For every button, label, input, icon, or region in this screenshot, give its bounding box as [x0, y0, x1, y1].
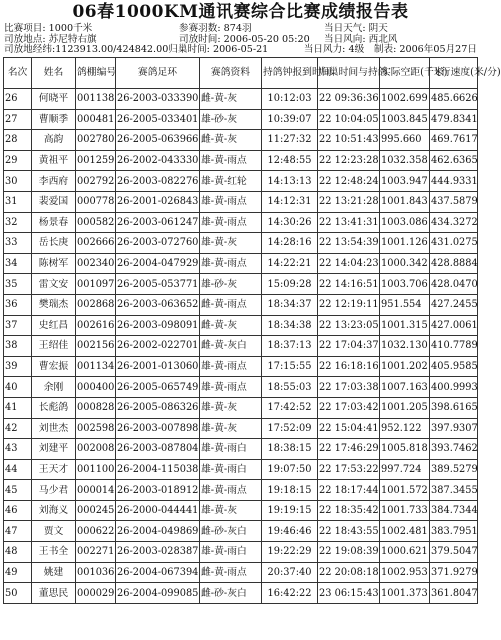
cell-return-time: 22 12:19:11 — [318, 294, 380, 315]
cell-pigeon-info: 雄-砂-灰 — [200, 109, 262, 130]
cell-distance: 1003.086 — [380, 212, 430, 233]
cell-pigeon-info: 雌-黄-灰 — [200, 89, 262, 110]
cell-pigeon-info: 雄-黄-雨点 — [200, 150, 262, 171]
cell-distance: 1001.202 — [380, 356, 430, 377]
cell-speed: 379.5047 — [430, 542, 478, 563]
cell-name: 樊瑞杰 — [32, 294, 76, 315]
cell-pigeon-info: 雄-黄-雨白 — [200, 542, 262, 563]
table-row — [4, 191, 478, 212]
cell-distance: 1000.621 — [380, 542, 430, 563]
cell-return-time: 22 13:41:31 — [318, 212, 380, 233]
cell-rank: 38 — [4, 336, 32, 357]
cell-distance: 1001.315 — [380, 315, 430, 336]
cell-loft-number: 000400 — [76, 377, 116, 398]
cell-clock-time: 17:52:09 — [262, 418, 318, 439]
cell-name: 裴爱国 — [32, 191, 76, 212]
cell-loft-number: 001097 — [76, 274, 116, 295]
cell-rank: 27 — [4, 109, 32, 130]
cell-distance: 1032.358 — [380, 150, 430, 171]
table-row — [4, 562, 478, 583]
cell-name: 刘海义 — [32, 500, 76, 521]
cell-loft-number: 000778 — [76, 191, 116, 212]
cell-clock-time: 14:12:31 — [262, 191, 318, 212]
cell-rank: 33 — [4, 233, 32, 254]
cell-name: 史红昌 — [32, 315, 76, 336]
cell-foot-ring: 26-2003-072760 — [116, 233, 200, 254]
cell-rank: 47 — [4, 521, 32, 542]
cell-name: 雷文安 — [32, 274, 76, 295]
cell-pigeon-info: 雄-黄-雨点 — [200, 356, 262, 377]
cell-rank: 31 — [4, 191, 32, 212]
cell-pigeon-info: 雌-黄-灰白 — [200, 336, 262, 357]
cell-foot-ring: 26-2003-007898 — [116, 418, 200, 439]
cell-pigeon-info: 雄-黄-雨白 — [200, 439, 262, 460]
table-row — [4, 500, 478, 521]
cell-return-time: 22 12:48:24 — [318, 171, 380, 192]
table-row — [4, 583, 478, 604]
cell-name: 贾文 — [32, 521, 76, 542]
cell-loft-number: 000481 — [76, 109, 116, 130]
cell-clock-time: 18:38:15 — [262, 439, 318, 460]
cell-name: 曹顺季 — [32, 109, 76, 130]
table-row — [4, 439, 478, 460]
cell-name: 曹宏振 — [32, 356, 76, 377]
cell-loft-number: 002868 — [76, 294, 116, 315]
cell-loft-number: 002340 — [76, 253, 116, 274]
cell-loft-number: 001134 — [76, 356, 116, 377]
cell-rank: 28 — [4, 130, 32, 151]
cell-speed: 437.5879 — [430, 191, 478, 212]
cell-speed: 444.9331 — [430, 171, 478, 192]
cell-rank: 43 — [4, 439, 32, 460]
cell-foot-ring: 26-2000-044441 — [116, 500, 200, 521]
cell-name: 黄祖平 — [32, 150, 76, 171]
cell-rank: 42 — [4, 418, 32, 439]
cell-pigeon-info: 雌-黄-雨点 — [200, 294, 262, 315]
cell-distance: 1001.572 — [380, 480, 430, 501]
cell-rank: 30 — [4, 171, 32, 192]
cell-clock-time: 14:22:21 — [262, 253, 318, 274]
cell-pigeon-info: 雌-砂-灰白 — [200, 521, 262, 542]
cell-return-time: 22 14:04:23 — [318, 253, 380, 274]
cell-return-time: 22 13:21:28 — [318, 191, 380, 212]
cell-rank: 26 — [4, 89, 32, 110]
meta-release-time: 司放时间: 2006-05-20 05:20 — [179, 33, 310, 45]
cell-rank: 49 — [4, 562, 32, 583]
cell-loft-number: 002271 — [76, 542, 116, 563]
cell-rank: 48 — [4, 542, 32, 563]
cell-speed: 462.6365 — [430, 150, 478, 171]
table-row — [4, 356, 478, 377]
cell-rank: 45 — [4, 480, 32, 501]
cell-loft-number: 001100 — [76, 459, 116, 480]
cell-return-time: 22 09:36:36 — [318, 89, 380, 110]
cell-return-time: 22 16:18:16 — [318, 356, 380, 377]
cell-name: 长彪鸽 — [32, 397, 76, 418]
results-table — [3, 57, 501, 604]
cell-return-time: 22 17:04:37 — [318, 336, 380, 357]
cell-speed: 410.7789 — [430, 336, 478, 357]
cell-foot-ring: 26-2001-026843 — [116, 191, 200, 212]
cell-name: 李西府 — [32, 171, 76, 192]
cell-return-time: 22 17:46:29 — [318, 439, 380, 460]
cell-foot-ring: 26-2004-049869 — [116, 521, 200, 542]
cell-foot-ring: 26-2001-013060 — [116, 356, 200, 377]
cell-loft-number: 000582 — [76, 212, 116, 233]
cell-loft-number: 000029 — [76, 583, 116, 604]
cell-rank: 50 — [4, 583, 32, 604]
cell-speed: 431.0275 — [430, 233, 478, 254]
cell-pigeon-info: 雄-砂-灰 — [200, 274, 262, 295]
meta-weather: 当日天气: 阴天 — [324, 23, 388, 34]
cell-return-time: 22 10:04:05 — [318, 109, 380, 130]
cell-name: 刘世杰 — [32, 418, 76, 439]
cell-return-time: 22 12:23:28 — [318, 150, 380, 171]
meta-release-place: 司放地点: 苏尼特右旗 — [4, 33, 97, 45]
cell-return-time: 22 10:51:43 — [318, 130, 380, 151]
cell-foot-ring: 26-2005-053771 — [116, 274, 200, 295]
table-row — [4, 130, 478, 151]
cell-clock-time: 14:28:16 — [262, 233, 318, 254]
cell-rank: 36 — [4, 294, 32, 315]
cell-name: 王天才 — [32, 459, 76, 480]
header-clock-time: 持鸽钟报到时间 — [262, 58, 318, 89]
cell-foot-ring: 26-2002-022701 — [116, 336, 200, 357]
table-row — [4, 397, 478, 418]
table-row — [4, 377, 478, 398]
meta-count: 参赛羽数: 874羽 — [179, 23, 252, 34]
cell-return-time: 22 15:04:41 — [318, 418, 380, 439]
cell-speed: 427.2455 — [430, 294, 478, 315]
cell-loft-number: 002156 — [76, 336, 116, 357]
header-loft-number: 鸽棚编号 — [76, 58, 116, 89]
table-header — [4, 58, 501, 89]
cell-speed: 389.5279 — [430, 459, 478, 480]
cell-rank: 44 — [4, 459, 32, 480]
cell-pigeon-info: 雄-黄-灰 — [200, 397, 262, 418]
cell-name: 杨景春 — [32, 212, 76, 233]
cell-pigeon-info: 雌-黄-雨点 — [200, 562, 262, 583]
cell-clock-time: 10:39:07 — [262, 109, 318, 130]
table-row — [4, 336, 478, 357]
cell-loft-number: 000828 — [76, 397, 116, 418]
cell-speed: 400.9993 — [430, 377, 478, 398]
cell-distance: 1002.481 — [380, 521, 430, 542]
cell-speed: 397.9307 — [430, 418, 478, 439]
cell-return-time: 22 18:43:55 — [318, 521, 380, 542]
cell-distance: 1003.706 — [380, 274, 430, 295]
cell-pigeon-info: 雄-黄-雨白 — [200, 459, 262, 480]
meta-wind-direction: 当日风向: 西北风 — [324, 33, 398, 45]
cell-pigeon-info: 雌-砂-灰白 — [200, 583, 262, 604]
cell-clock-time: 11:27:32 — [262, 130, 318, 151]
cell-name: 王书全 — [32, 542, 76, 563]
cell-foot-ring: 26-2005-063966 — [116, 130, 200, 151]
cell-loft-number: 001138 — [76, 89, 116, 110]
cell-pigeon-info: 雄-黄-雨点 — [200, 480, 262, 501]
cell-return-time: 22 17:53:22 — [318, 459, 380, 480]
cell-clock-time: 12:48:55 — [262, 150, 318, 171]
cell-distance: 1001.373 — [380, 583, 430, 604]
cell-speed: 428.8884 — [430, 253, 478, 274]
table-row — [4, 109, 478, 130]
cell-loft-number: 002598 — [76, 418, 116, 439]
cell-name: 董思民 — [32, 583, 76, 604]
cell-foot-ring: 26-2004-067394 — [116, 562, 200, 583]
meta-project: 比赛项目: 1000千米 — [4, 23, 93, 34]
cell-speed: 485.6626 — [430, 89, 478, 110]
cell-rank: 46 — [4, 500, 32, 521]
table-row — [4, 274, 478, 295]
cell-rank: 35 — [4, 274, 32, 295]
table-row — [4, 480, 478, 501]
cell-clock-time: 15:09:28 — [262, 274, 318, 295]
table-row — [4, 150, 478, 171]
cell-speed: 428.0470 — [430, 274, 478, 295]
cell-foot-ring: 26-2003-061247 — [116, 212, 200, 233]
cell-clock-time: 19:19:15 — [262, 500, 318, 521]
cell-speed: 427.0061 — [430, 315, 478, 336]
cell-speed: 387.3455 — [430, 480, 478, 501]
cell-distance: 1001.843 — [380, 191, 430, 212]
cell-speed: 383.7951 — [430, 521, 478, 542]
cell-foot-ring: 26-2005-065749 — [116, 377, 200, 398]
header-pigeon-info: 赛鸽资料 — [200, 58, 262, 89]
cell-return-time: 22 18:35:42 — [318, 500, 380, 521]
cell-distance: 995.660 — [380, 130, 430, 151]
header-distance: 实际空距(千米) — [380, 58, 430, 89]
cell-distance: 1003.947 — [380, 171, 430, 192]
cell-rank: 37 — [4, 315, 32, 336]
cell-return-time: 22 17:03:42 — [318, 397, 380, 418]
cell-pigeon-info: 雄-黄-灰 — [200, 500, 262, 521]
cell-clock-time: 19:07:50 — [262, 459, 318, 480]
cell-pigeon-info: 雄-黄-雨点 — [200, 253, 262, 274]
cell-rank: 40 — [4, 377, 32, 398]
cell-distance: 1003.845 — [380, 109, 430, 130]
cell-foot-ring: 26-2003-018912 — [116, 480, 200, 501]
cell-foot-ring: 26-2003-063652 — [116, 294, 200, 315]
cell-name: 姚建 — [32, 562, 76, 583]
cell-distance: 1002.953 — [380, 562, 430, 583]
cell-loft-number: 001259 — [76, 150, 116, 171]
cell-loft-number: 002792 — [76, 171, 116, 192]
cell-clock-time: 19:18:15 — [262, 480, 318, 501]
table-body — [4, 89, 478, 604]
cell-clock-time: 18:34:37 — [262, 294, 318, 315]
cell-loft-number: 000622 — [76, 521, 116, 542]
cell-loft-number: 000245 — [76, 500, 116, 521]
cell-clock-time: 14:30:26 — [262, 212, 318, 233]
cell-speed: 405.9585 — [430, 356, 478, 377]
cell-name: 马少君 — [32, 480, 76, 501]
cell-speed: 479.8341 — [430, 109, 478, 130]
cell-speed: 469.7617 — [430, 130, 478, 151]
cell-name: 高韵 — [32, 130, 76, 151]
cell-pigeon-info: 雄-黄-雨点 — [200, 377, 262, 398]
cell-pigeon-info: 雌-黄-灰 — [200, 130, 262, 151]
cell-clock-time: 17:15:55 — [262, 356, 318, 377]
table-row — [4, 89, 478, 110]
cell-distance: 951.554 — [380, 294, 430, 315]
table-row — [4, 233, 478, 254]
cell-pigeon-info: 雌-黄-灰 — [200, 315, 262, 336]
cell-clock-time: 10:12:03 — [262, 89, 318, 110]
cell-distance: 997.724 — [380, 459, 430, 480]
table-row — [4, 253, 478, 274]
meta-coords: 司放地经纬:1123913.00/424842.00 — [4, 44, 169, 55]
meta-wind-power: 当日风力: 4级 — [303, 44, 365, 55]
cell-return-time: 22 19:08:39 — [318, 542, 380, 563]
cell-clock-time: 16:42:22 — [262, 583, 318, 604]
cell-loft-number: 002780 — [76, 130, 116, 151]
cell-return-time: 22 17:03:38 — [318, 377, 380, 398]
table-row — [4, 294, 478, 315]
cell-speed: 371.9279 — [430, 562, 478, 583]
cell-loft-number: 002666 — [76, 233, 116, 254]
table-row — [4, 521, 478, 542]
cell-distance: 1005.818 — [380, 439, 430, 460]
cell-rank: 32 — [4, 212, 32, 233]
cell-pigeon-info: 雄-黄-雨点 — [200, 212, 262, 233]
cell-loft-number: 002008 — [76, 439, 116, 460]
table-row — [4, 418, 478, 439]
cell-rank: 29 — [4, 150, 32, 171]
cell-distance: 1001.126 — [380, 233, 430, 254]
cell-pigeon-info: 雄-黄-灰 — [200, 233, 262, 254]
cell-clock-time: 19:46:46 — [262, 521, 318, 542]
cell-distance: 1000.342 — [380, 253, 430, 274]
cell-return-time: 23 06:15:43 — [318, 583, 380, 604]
cell-foot-ring: 26-2004-115038 — [116, 459, 200, 480]
cell-loft-number: 002616 — [76, 315, 116, 336]
cell-distance: 1001.733 — [380, 500, 430, 521]
cell-foot-ring: 26-2003-082276 — [116, 171, 200, 192]
cell-foot-ring: 26-2003-087804 — [116, 439, 200, 460]
table-row — [4, 212, 478, 233]
cell-foot-ring: 26-2003-098091 — [116, 315, 200, 336]
table-row — [4, 315, 478, 336]
cell-speed: 361.8047 — [430, 583, 478, 604]
report-meta — [0, 24, 481, 57]
cell-foot-ring: 26-2004-047929 — [116, 253, 200, 274]
cell-clock-time: 14:13:13 — [262, 171, 318, 192]
header-return-time: 归巢时间与持鸽 — [318, 58, 380, 89]
meta-close-time: 归巢时间: 2006-05-21 — [168, 44, 269, 55]
cell-distance: 1001.205 — [380, 397, 430, 418]
cell-foot-ring: 26-2003-028387 — [116, 542, 200, 563]
meta-made-date: 制表: 2006年05月27日 — [373, 44, 477, 55]
cell-name: 王绍佳 — [32, 336, 76, 357]
header-name: 姓名 — [32, 58, 76, 89]
report-title: 06春1000KM通讯赛综合比赛成绩报告表 — [72, 2, 409, 22]
header-speed: 飞行速度(米/分) — [430, 58, 478, 89]
cell-distance: 1007.163 — [380, 377, 430, 398]
cell-rank: 39 — [4, 356, 32, 377]
cell-foot-ring: 26-2004-099085 — [116, 583, 200, 604]
table-row — [4, 542, 478, 563]
cell-name: 岳长庚 — [32, 233, 76, 254]
cell-distance: 1032.130 — [380, 336, 430, 357]
cell-pigeon-info: 雄-黄-雨点 — [200, 191, 262, 212]
cell-name: 何晓平 — [32, 89, 76, 110]
cell-speed: 398.6165 — [430, 397, 478, 418]
cell-speed: 434.3272 — [430, 212, 478, 233]
header-rank: 名次 — [4, 58, 32, 89]
cell-foot-ring: 26-2005-033401 — [116, 109, 200, 130]
cell-clock-time: 18:34:38 — [262, 315, 318, 336]
cell-clock-time: 17:42:52 — [262, 397, 318, 418]
cell-speed: 384.7344 — [430, 500, 478, 521]
cell-loft-number: 000014 — [76, 480, 116, 501]
table-row — [4, 459, 478, 480]
cell-name: 陈树军 — [32, 253, 76, 274]
cell-return-time: 22 13:54:39 — [318, 233, 380, 254]
cell-clock-time: 18:37:13 — [262, 336, 318, 357]
cell-return-time: 22 14:16:51 — [318, 274, 380, 295]
cell-rank: 41 — [4, 397, 32, 418]
cell-foot-ring: 26-2003-033390 — [116, 89, 200, 110]
cell-loft-number: 001036 — [76, 562, 116, 583]
cell-speed: 393.7462 — [430, 439, 478, 460]
cell-distance: 1002.699 — [380, 89, 430, 110]
cell-clock-time: 20:37:40 — [262, 562, 318, 583]
cell-return-time: 22 13:23:05 — [318, 315, 380, 336]
cell-clock-time: 19:22:29 — [262, 542, 318, 563]
cell-return-time: 22 20:08:18 — [318, 562, 380, 583]
cell-pigeon-info: 雄-黄-红轮 — [200, 171, 262, 192]
cell-distance: 952.122 — [380, 418, 430, 439]
table-row — [4, 171, 478, 192]
cell-foot-ring: 26-2005-086326 — [116, 397, 200, 418]
header-foot-ring: 赛鸽足环 — [116, 58, 200, 89]
cell-rank: 34 — [4, 253, 32, 274]
cell-name: 余刚 — [32, 377, 76, 398]
cell-foot-ring: 26-2002-043330 — [116, 150, 200, 171]
cell-clock-time: 18:55:03 — [262, 377, 318, 398]
cell-return-time: 22 18:17:44 — [318, 480, 380, 501]
cell-name: 刘建平 — [32, 439, 76, 460]
cell-pigeon-info: 雄-黄-灰 — [200, 418, 262, 439]
